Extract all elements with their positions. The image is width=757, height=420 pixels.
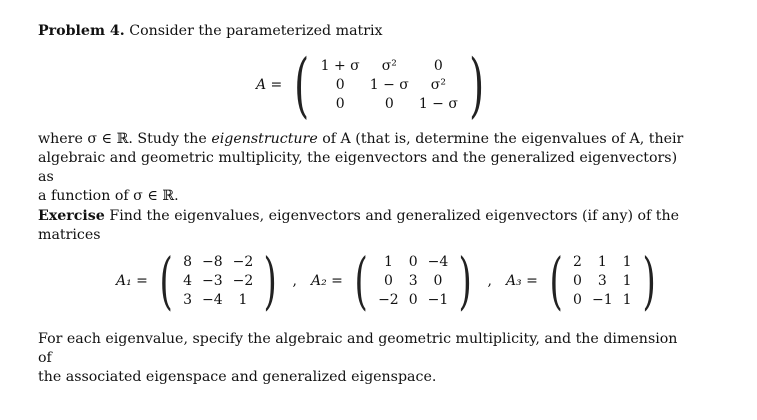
exercise-matrices — [116, 244, 661, 317]
problem-line-1-rest: of A (that is, determine the eigenvalues of A, their — [322, 131, 684, 147]
right-paren: ) — [641, 244, 656, 317]
matrix-cell: 0 — [408, 253, 418, 270]
problem-line-3: a function of σ ∈ ℝ. — [38, 188, 179, 204]
matrix-cell: 3 — [183, 291, 193, 308]
matrix-cell: 1 + σ — [320, 57, 360, 74]
separator-comma: , — [487, 273, 492, 289]
right-paren: ) — [469, 44, 485, 126]
matrix-cell: 1 − σ — [369, 76, 409, 93]
matrix-A3-table — [568, 253, 636, 310]
matrix-cell: σ² — [381, 57, 397, 74]
matrix-cell: 0 — [384, 95, 394, 112]
left-paren: ( — [294, 44, 310, 126]
matrix-cell: 0 — [383, 272, 393, 289]
matrix-cell: 0 — [335, 95, 345, 112]
exercise-statement — [38, 207, 688, 245]
exercise-line-2: matrices — [38, 227, 101, 243]
matrix-cell: −8 — [202, 253, 223, 270]
problem-statement — [38, 22, 678, 41]
matrix-cell: −2 — [232, 272, 254, 289]
problem-intro: Consider the parameterized matrix — [129, 23, 383, 39]
matrix-cell: 0 — [573, 291, 582, 308]
matrix-A3-name: A₃ = — [505, 273, 538, 289]
matrix-cell: −3 — [202, 272, 223, 289]
matrix-cell: 3 — [408, 272, 418, 289]
matrix-cell: −1 — [591, 291, 613, 308]
matrix-cell: 1 — [238, 291, 248, 308]
matrix-cell: 1 — [383, 253, 393, 270]
matrix-cell: −4 — [427, 253, 449, 270]
matrix-A2-table — [373, 253, 453, 310]
matrix-cell: 0 — [573, 272, 582, 289]
problem-line-2: algebraic and geometric multiplicity, the eigenvectors and the generalized eigenvectors) as — [38, 150, 678, 185]
problem-line-1 — [38, 130, 688, 149]
matrix-A — [256, 44, 490, 126]
matrix-A1-table — [178, 253, 258, 310]
left-paren: ( — [159, 244, 173, 317]
matrix-cell: 0 — [335, 76, 345, 93]
eigenstructure-term: eigenstructure — [211, 131, 318, 147]
exercise-intro: Find the eigenvalues, eigenvectors and generalized eigenvectors (if any) of the — [109, 208, 680, 224]
right-paren: ) — [458, 244, 473, 317]
matrix-cell: −4 — [202, 291, 223, 308]
matrix-cell: 4 — [183, 272, 193, 289]
matrix-cell: 1 — [622, 253, 632, 270]
left-paren: ( — [354, 244, 368, 317]
matrix-cell: −2 — [378, 291, 399, 308]
matrix-A-name: A = — [256, 77, 283, 93]
separator-comma: , — [292, 273, 297, 289]
matrix-A1-name: A₁ = — [116, 273, 148, 289]
matrix-cell: 1 − σ — [418, 95, 458, 112]
matrix-cell: 1 — [622, 291, 632, 308]
problem-body — [38, 130, 688, 206]
matrix-A2-name: A₂ = — [310, 273, 343, 289]
exercise-line-1 — [38, 207, 688, 226]
matrix-cell: 0 — [433, 57, 443, 74]
instructions-line-1: For each eigenvalue, specify the algebraic and geometric multiplicity, and the dimension of — [38, 331, 678, 366]
matrix-A-table — [316, 57, 463, 114]
matrix-cell: −2 — [232, 253, 254, 270]
matrix-cell: σ² — [430, 76, 446, 93]
matrix-cell: 1 — [597, 253, 607, 270]
exercise-instructions — [38, 330, 688, 387]
right-paren: ) — [263, 244, 278, 317]
exercise-label: Exercise — [38, 208, 105, 224]
problem-where-text: where σ ∈ ℝ. Study the — [38, 131, 207, 147]
matrix-cell: 1 — [622, 272, 632, 289]
matrix-cell: 3 — [597, 272, 607, 289]
matrix-cell: 8 — [183, 253, 193, 270]
matrix-cell: 0 — [433, 272, 443, 289]
left-paren: ( — [549, 244, 563, 317]
matrix-cell: 2 — [573, 253, 582, 270]
problem-label: Problem 4. — [38, 23, 125, 39]
matrix-cell: 0 — [408, 291, 418, 308]
matrix-cell: −1 — [427, 291, 449, 308]
instructions-line-2: the associated eigenspace and generalized eigenspace. — [38, 369, 437, 385]
